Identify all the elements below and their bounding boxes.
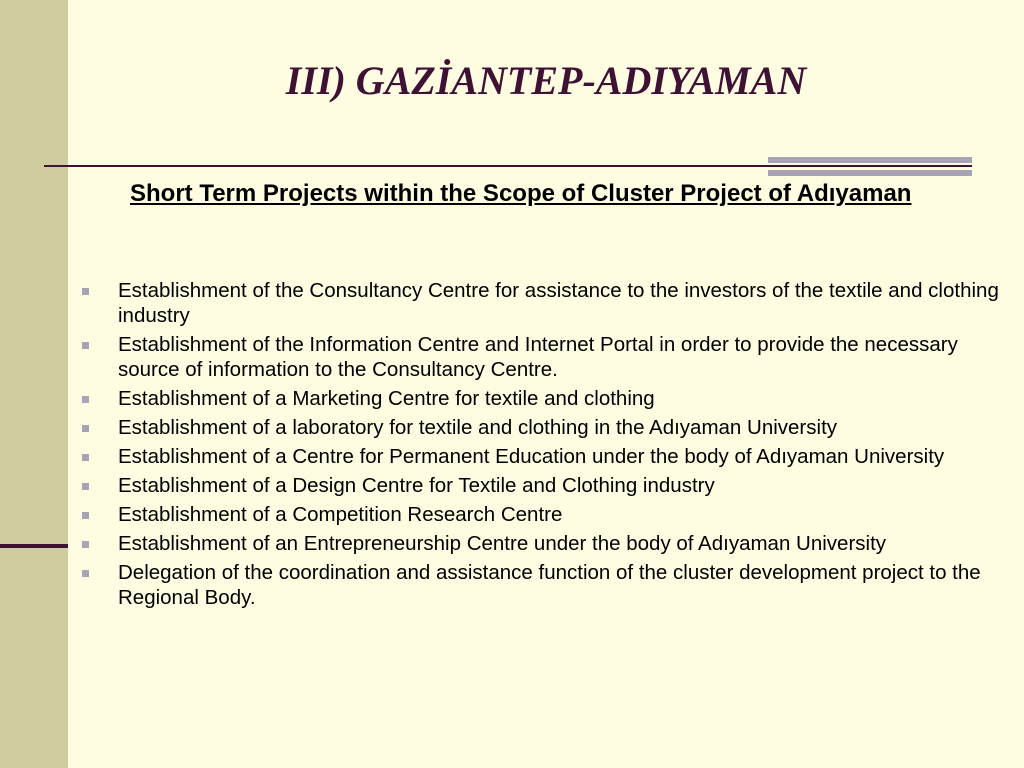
- bullet-item: [78, 415, 1008, 440]
- square-bullet-icon: [82, 288, 89, 295]
- square-bullet-icon: [82, 396, 89, 403]
- square-bullet-icon: [82, 483, 89, 490]
- bullet-text: Establishment of a Competition Research Centre: [118, 503, 563, 526]
- bullet-item: [78, 473, 1008, 498]
- bullet-text: Establishment of a Design Centre for Textile and Clothing industry: [118, 474, 715, 497]
- left-decorative-band: [0, 0, 68, 768]
- title-divider-accent: [768, 157, 972, 177]
- bullet-text: Establishment of an Entrepreneurship Centre under the body of Adıyaman University: [118, 532, 887, 555]
- square-bullet-icon: [82, 342, 89, 349]
- bullet-item: [78, 386, 1008, 411]
- bullet-item: [78, 444, 1008, 469]
- bullet-text: Establishment of a laboratory for textile and clothing in the Adıyaman University: [118, 416, 838, 439]
- square-bullet-icon: [82, 454, 89, 461]
- left-band-divider: [0, 544, 68, 548]
- bullet-item: [78, 278, 1008, 328]
- bullet-text: Delegation of the coordination and assistance function of the cluster development project to the Regional Body.: [118, 561, 981, 609]
- square-bullet-icon: [82, 541, 89, 548]
- bullet-item: [78, 332, 1008, 382]
- bullet-text: Establishment of the Consultancy Centre for assistance to the investors of the textile and clothing industry: [118, 279, 999, 327]
- accent-bar-top: [768, 157, 972, 163]
- bullet-text: Establishment of a Centre for Permanent Education under the body of Adıyaman University: [118, 445, 945, 468]
- bullet-item: [78, 531, 1008, 556]
- slide-subheading: Short Term Projects within the Scope of Cluster Project of Adıyaman: [130, 180, 912, 207]
- bullet-list: [78, 278, 1008, 614]
- square-bullet-icon: [82, 425, 89, 432]
- bullet-item: [78, 560, 1008, 610]
- square-bullet-icon: [82, 570, 89, 577]
- square-bullet-icon: [82, 512, 89, 519]
- bullet-item: [78, 502, 1008, 527]
- slide-title: III) GAZİANTEP-ADIYAMAN: [285, 58, 807, 103]
- bullet-text: Establishment of the Information Centre and Internet Portal in order to provide the necessary source of information to the Consultancy Centre.: [118, 333, 958, 381]
- bullet-text: Establishment of a Marketing Centre for textile and clothing: [118, 387, 655, 410]
- accent-bar-bottom: [768, 170, 972, 176]
